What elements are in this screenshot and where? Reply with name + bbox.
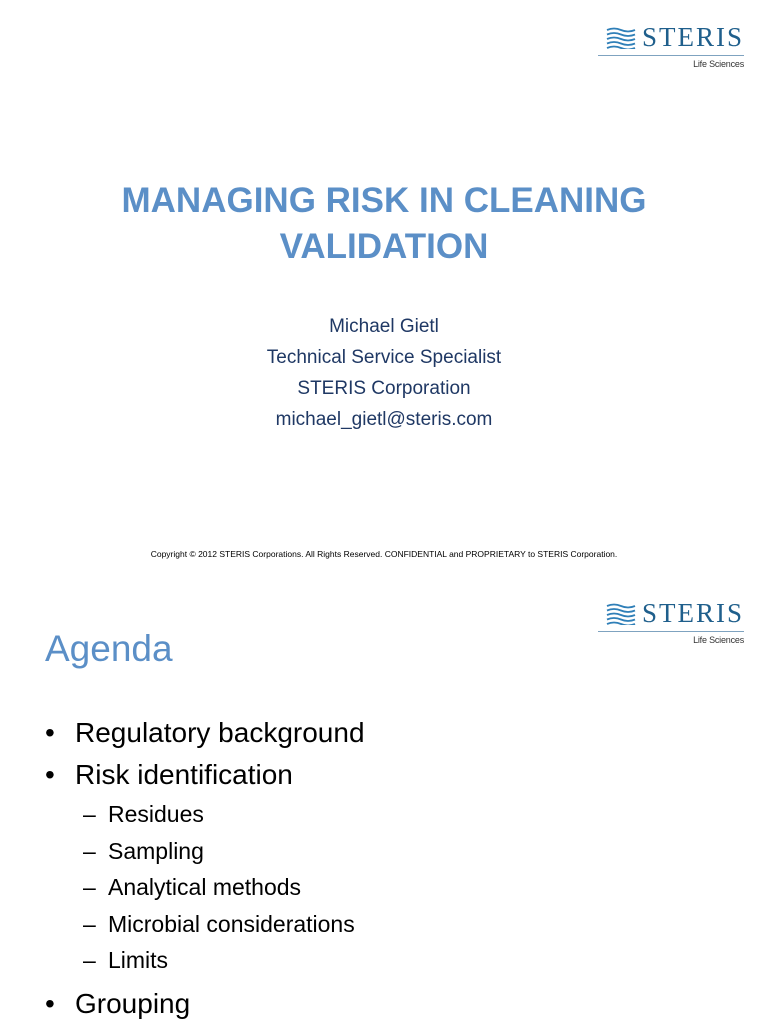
- steris-logo: [598, 600, 744, 645]
- author-email: michael_gietl@steris.com: [275, 409, 493, 430]
- dash-marker: –: [83, 910, 96, 937]
- agenda-item: [45, 983, 748, 1024]
- agenda-sublist: [45, 796, 748, 979]
- agenda-item: [45, 754, 748, 796]
- bullet-marker: •: [45, 759, 55, 790]
- bullet-marker: •: [45, 717, 55, 748]
- agenda-subitem: [45, 869, 748, 906]
- logo-divider: [598, 55, 744, 56]
- agenda-item-text: Risk identification: [75, 759, 293, 790]
- dash-marker: –: [83, 874, 96, 901]
- agenda-subitem-text: Limits: [108, 947, 169, 974]
- agenda-subitem: [45, 796, 748, 833]
- agenda-item-text: Grouping: [75, 987, 191, 1019]
- author-name: Michael Gietl: [329, 316, 439, 337]
- agenda-subitem-text: Residues: [108, 801, 204, 827]
- wave-lines-icon: [606, 27, 636, 49]
- copyright-notice: Copyright © 2012 STERIS Corporations. All Rights Reserved. CONFIDENTIAL and PROPRIETARY to STERIS Corporation.: [150, 549, 618, 559]
- agenda-subitem: [45, 906, 748, 943]
- presentation-title: MANAGING RISK IN CLEANING VALIDATION: [121, 181, 647, 266]
- agenda-list: [45, 712, 748, 1024]
- agenda-subitem: [45, 942, 748, 979]
- author-company: STERIS Corporation: [297, 378, 471, 399]
- logo-wordmark: STERIS: [641, 22, 744, 52]
- agenda-subitem-text: Analytical methods: [108, 874, 302, 901]
- bullet-marker: •: [45, 987, 55, 1019]
- agenda-heading: Agenda: [45, 628, 173, 669]
- logo-divider: [598, 631, 744, 632]
- agenda-subitem-text: Sampling: [108, 837, 204, 864]
- agenda-subitem-text: Microbial considerations: [108, 910, 355, 937]
- agenda-subitem: [45, 833, 748, 870]
- dash-marker: –: [83, 837, 96, 864]
- agenda-slide: [0, 576, 768, 1024]
- dash-marker: –: [83, 801, 96, 827]
- author-role: Technical Service Specialist: [266, 347, 502, 368]
- wave-lines-icon: [606, 603, 636, 625]
- logo-subtitle: Life Sciences: [693, 635, 744, 645]
- author-block: [0, 311, 768, 435]
- agenda-item-text: Regulatory background: [75, 717, 365, 748]
- logo-wordmark: STERIS: [641, 598, 744, 628]
- agenda-item: [45, 712, 748, 754]
- dash-marker: –: [83, 947, 96, 974]
- steris-logo: [598, 24, 744, 69]
- logo-subtitle: Life Sciences: [693, 59, 744, 69]
